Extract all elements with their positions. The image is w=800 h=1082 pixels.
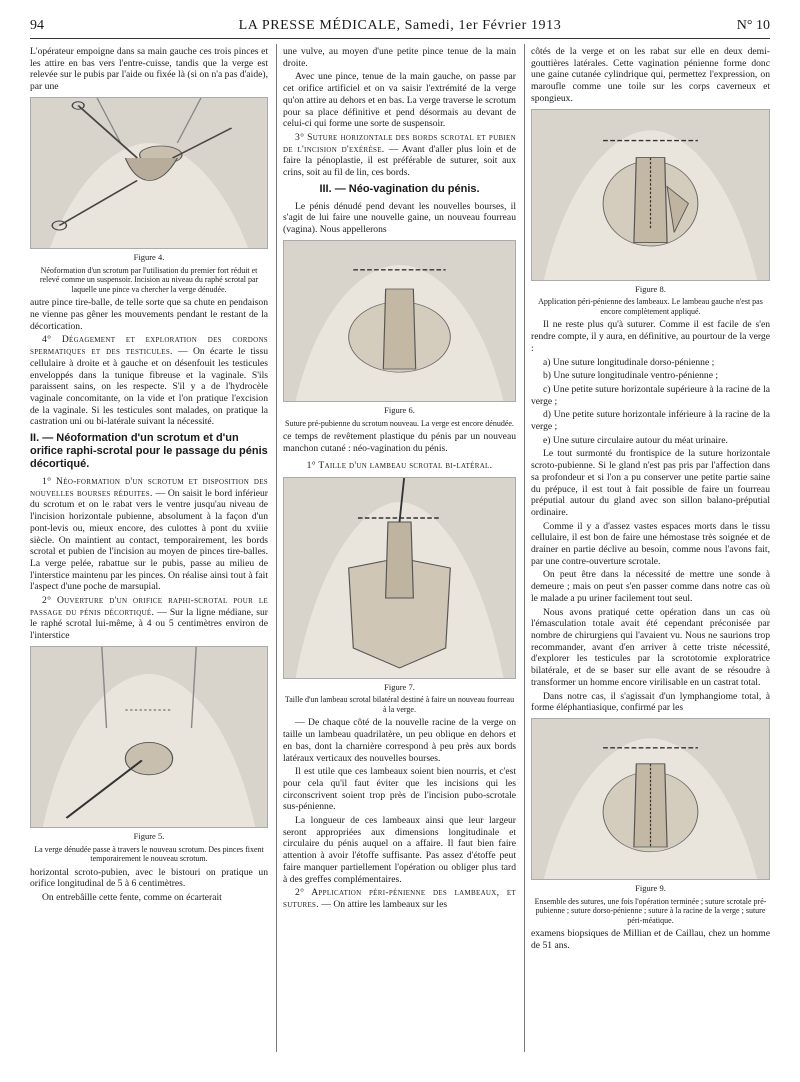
figure-caption: Taille d'un lambeau scrotal bilatéral destiné à faire un nouveau fourreau à la verge. [284,695,515,714]
figure-5-illustration [30,646,268,828]
paragraph: Nous avons pratiqué cette opération dans un cas où l'émasculation totale avait été cependant préconisée par nombre de chirurgiens qui l'avaient vu. Nous ne saurions trop recommander, avant d'en arriver à cette triste nécessité, d'explorer les testicules par la scrototomie exploratrice bilatérale, et de se baser sur elle avant de se résoudre à transformer un homme encore virilisable en un castrat total. [531,606,770,688]
subsection-heading: 4° Dégagement et exploration des cordons spermatiques et des testicules. [30,334,268,358]
figure-caption: Néoformation d'un scrotum par l'utilisation du premier fort réduit et relevé comme un suspensoir. Incision au niveau du raphé scrotal par laquelle une pince va chercher la verge dénudée. [39,265,259,294]
paragraph: Il ne reste plus qu'à suturer. Comme il est facile de s'en rendre compte, il y aura, en définitive, au pourtour de la verge : [531,319,770,354]
page-header [30,16,770,38]
paragraph: Le tout surmonté du frontispice de la suture horizontale scroto-pubienne. Si le gland n'est pas pris par l'affection dans sa profondeur et si l'on a pu conserver une petite partie saine du prépuce, il est tout à fait possible de faire un fourreau préputial autour du gland avec son sillon balano-préputial ordinaire. [531,448,770,518]
column-divider [276,44,277,1052]
figure-number: Figure 7. [384,681,415,692]
paragraph: 1° Néo-formation d'un scrotum et disposition des nouvelles bourses réduites. — On saisit le bord inférieur du scrotum et on le rabat vers le ventre jusqu'au niveau de l'incision horizontale pubienne, absolument à la façon d'un pont-levis ou, mieux encore, des culottes à pont du xviiie siècle. On maintient au contact, temporairement, les bords scrotal et pubien de l'incision au moyen de pinces tire-balles. La verge pelée, rabattue sur le pubis, passe au milieu de l'interstice maintenu par les pinces. On réalise ainsi tout à fait l'aspect d'une poche de marsupial. [30,476,268,593]
section-heading: III. — Néo-vagination du pénis. [319,182,480,195]
paragraph: — De chaque côté de la nouvelle racine de la verge on taille un lambeau quadrilatère, un peu oblique en dehors et en bas, dont la charnière correspond à peu près aux bords latéraux verticaux des nouvelles bourses. [283,717,516,764]
subsection-heading: 3° Suture horizontale des bords scrotal et pubien de l'incision d'exérèse. [283,131,516,155]
figure-7 [283,477,516,715]
paragraph: examens biopsiques de Millian et de Caillau, chez un homme de 51 ans. [531,928,770,952]
paragraph: Avec une pince, tenue de la main gauche, on passe par cet orifice artificiel et on va saisir l'extrémité de la verge qu'on attire au dehors et en bas. La verge traverse le scrotum pour sa place définitive et pend désormais au devant de celui-ci qui forme une sorte de suspensoir. [283,71,516,130]
figure-caption: La verge dénudée passe à travers le nouveau scrotum. Des pinces fixent temporairement le nouveau scrotum. [34,844,264,864]
column-left [30,46,268,906]
paragraph: une vulve, au moyen d'une petite pince tenue de la main droite. [283,46,516,69]
subsection-heading: 2° Ouverture d'un orifice raphi-scrotal pour le passage du pénis décortiqué. [30,595,268,618]
paragraph: Il est utile que ces lambeaux soient bien nourris, et c'est pour cela qu'il faut éviter que les incisions qui les circonscrivent soient trop près de l'incision pubo-scrotale sus-pénienne. [283,766,516,813]
issue-number: N° 10 [736,18,770,33]
subsection-heading: 1° Néo-formation d'un scrotum et disposition des nouvelles bourses réduites. [30,476,268,499]
page-number: 94 [30,18,44,33]
figure-number: Figure 6. [384,404,415,415]
paragraph: On entrebâille cette fente, comme on écarterait [42,892,222,904]
paragraph: La longueur de ces lambeaux ainsi que leur largeur seront appropriées aux dimensions longitudinale et circulaire du pénis auquel on a affaire. Il faut bien faire attention à avoir l'étoffe suffisante. Pas assez d'étoffe peut faire manquer partiellement l'opération ou obliger plus tard à des greffes complémentaires. [283,815,516,885]
paragraph: L'opérateur empoigne dans sa main gauche ces trois pinces et les attire en bas vers l'entre-cuisse, tandis que la verge est relevée sur le pubis par l'aide ou fixée là (si on n'a pas d'aide), par une [30,46,268,93]
paragraph: 3° Suture horizontale des bords scrotal et pubien de l'incision d'exérèse. — Avant d'aller plus loin et de faire la pénoplastie, il est préférable de suturer, soit aux crins, soit au fil de lin, ces bords. [283,131,516,179]
figure-8-illustration [531,109,770,281]
paragraph: côtés de la verge et on les rabat sur elle en deux demi-gouttières latérales. Cette vagination pénienne forme donc une gaine cutanée cylindrique qui, permettez l'expression, on maroufle comme une toile sur les corps caverneux et spongieux. [531,46,770,104]
paragraph: 2° Ouverture d'un orifice raphi-scrotal pour le passage du pénis décortiqué. — Sur la ligne médiane, sur le raphé scrotal lui-même, à 4 ou 5 centimètres environ de l'interstice [30,595,268,642]
figure-7-illustration [283,477,516,679]
journal-title: LA PRESSE MÉDICALE, Samedi, 1er Février 1913 [238,18,562,33]
subsection-heading: 2° Application péri-pénienne des lambeaux, et sutures. [283,887,516,910]
paragraph: 4° Dégagement et exploration des cordons spermatiques et des testicules. — On écarte le tissu cellulaire à droite et à gauche et on désenfouit les testicules enveloppés dans la tunique fibreuse et la vaginale. S'ils paraissent sains, on les respecte. S'il y a de l'hydrocèle vaginale concomitante, on la vide et l'on pratique l'excision de la vaginale. Si les testicules sont malades, on pratique la castration uni ou bi-latérale suivant la nécessité. [30,334,268,428]
paragraph: Comme il y a d'assez vastes espaces morts dans le tissu cellulaire, il est bon de faire une hémostase très soignée et de drainer en partie déclive au besoin, comme nous l'avons fait, par une contre-ouverture scrotale. [531,520,770,567]
paragraph: Le pénis dénudé pend devant les nouvelles bourses, il s'agit de lui faire une nouvelle gaine, un nouveau fourreau (vagina). Nous appellerons [283,200,516,236]
column-divider [524,44,525,1052]
paragraph: Dans notre cas, il s'agissait d'un lymphangiome total, à forme éléphantiasique, confirmé par les [531,690,770,714]
figure-9-illustration [531,718,770,880]
figure-6 [283,240,516,428]
section-heading: II. — Néoformation d'un scrotum et d'un orifice raphi-scrotal pour le passage du pénis décortiqué. [30,432,268,471]
figure-6-illustration [283,240,516,402]
figure-8 [531,109,770,317]
paragraph: autre pince tire-balle, de telle sorte que sa chute en pendaison ne vienne pas gêner les mouvements pendant le restant de la décortication. [30,297,268,332]
figure-9 [531,718,770,925]
list-item: e) Une suture circulaire autour du méat urinaire. [543,434,728,446]
figure-caption: Suture pré-pubienne du scrotum nouveau. La verge est encore dénudée. [285,418,514,428]
figure-number: Figure 5. [133,830,165,841]
figure-4 [30,97,268,294]
figure-4-illustration [30,97,268,249]
list-item: c) Une petite suture horizontale supérieure à la racine de la verge ; [531,383,770,407]
figure-number: Figure 8. [635,283,666,294]
paragraph: 2° Application péri-pénienne des lambeaux, et sutures. — On attire les lambeaux sur les [283,887,516,910]
figure-number: Figure 4. [133,251,165,262]
list-item: a) Une suture longitudinale dorso-pénienne ; [543,356,715,368]
column-middle [283,46,516,913]
paragraph: horizontal scroto-pubien, avec le bistouri on pratique un orifice longitudinal de 5 à 6 centimètres. [30,866,268,890]
figure-caption: Ensemble des sutures, une fois l'opération terminée ; suture scrotale pré-pubienne ; suture dorso-pénienne ; suture à la racine de la verge ; suture péri-méatique. [534,896,767,925]
paragraph: ce temps de revêtement plastique du pénis par un nouveau manchon cutané : néo-vagination du pénis. [283,431,516,454]
figure-5 [30,646,268,864]
paragraph: On peut être dans la nécessité de mettre une sonde à demeure ; mais on peut s'en passer comme dans notre cas où le malade a pu uriner facilement tout seul. [531,569,770,604]
list-item: d) Une petite suture horizontale inférieure à la racine de la verge ; [531,409,770,433]
list-item: b) Une suture longitudinale ventro-pénienne ; [543,370,719,382]
figure-caption: Application péri-pénienne des lambeaux. Le lambeau gauche n'est pas encore complètement appliqué. [538,297,763,316]
figure-number: Figure 9. [635,882,666,893]
header-rule [30,38,770,39]
column-right [531,46,770,954]
subsection-heading: 1° Taille d'un lambeau scrotal bi-latéral. [306,459,493,471]
